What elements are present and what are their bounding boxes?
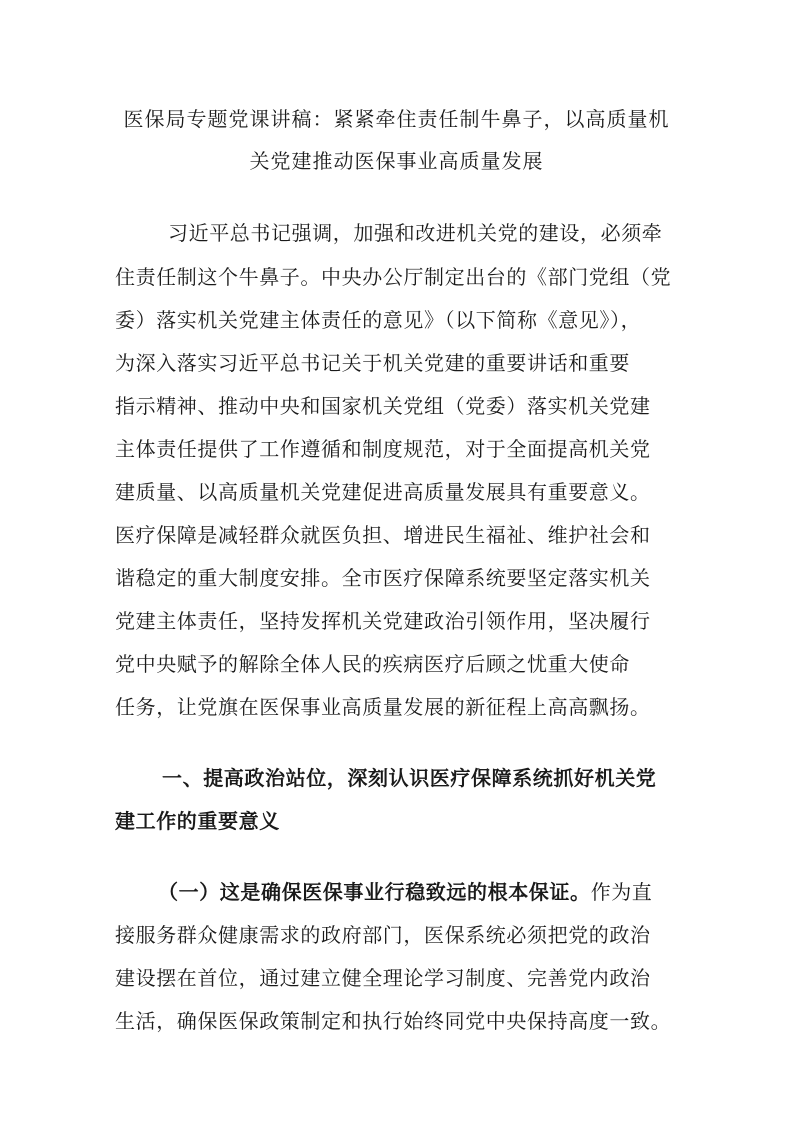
document-title-line-1: 医保局专题党课讲稿：紧紧牵住责任制牛鼻子，以高质量机 — [123, 107, 670, 131]
subsection-heading: （一）这是确保医保事业行稳致远的根本保证。 — [158, 880, 591, 904]
section-heading-line: 建工作的重要意义 — [115, 809, 280, 833]
intro-paragraph-line: 习近平总书记强调，加强和改进机关党的建设，必须牵 — [168, 221, 663, 245]
subsection-paragraph-line: 接服务群众健康需求的政府部门，医保系统必须把党的政治 — [115, 923, 651, 947]
intro-paragraph-line: 谐稳定的重大制度安排。全市医疗保障系统要坚定落实机关 — [115, 566, 651, 590]
intro-paragraph-line: 建质量、以高质量机关党建促进高质量发展具有重要意义。 — [115, 480, 651, 504]
document-title-line-2: 关党建推动医保事业高质量发展 — [249, 149, 544, 173]
subsection-lead-text: 作为直 — [590, 880, 653, 904]
intro-paragraph-line: 任务，让党旗在医保事业高质量发展的新征程上高高飘扬。 — [115, 695, 651, 719]
intro-paragraph-line: 主体责任提供了工作遵循和制度规范，对于全面提高机关党 — [115, 437, 651, 461]
intro-paragraph-line: 党建主体责任，坚持发挥机关党建政治引领作用，坚决履行 — [115, 609, 651, 633]
intro-paragraph-line: 为深入落实习近平总书记关于机关党建的重要讲话和重要 — [115, 351, 630, 375]
subsection-paragraph-line: 建设摆在首位，通过建立健全理论学习制度、完善党内政治 — [115, 966, 651, 990]
intro-paragraph-line: 党中央赋予的解除全体人民的疾病医疗后顾之忧重大使命 — [115, 652, 630, 676]
section-heading-line: 一、提高政治站位，深刻认识医疗保障系统抓好机关党 — [162, 766, 657, 790]
subsection-paragraph-line: 生活，确保医保政策制定和执行始终同党中央保持高度一致。 — [115, 1009, 672, 1033]
intro-paragraph-line: 指示精神、推动中央和国家机关党组（党委）落实机关党建 — [115, 394, 651, 418]
intro-paragraph-line: 委）落实机关党建主体责任的意见》（以下简称《意见》）， — [115, 308, 642, 332]
subsection-lead-line — [158, 876, 652, 905]
intro-paragraph-line: 住责任制这个牛鼻子。中央办公厅制定出台的《部门党组（党 — [115, 265, 672, 289]
intro-paragraph-line: 医疗保障是减轻群众就医负担、增进民生福祉、维护社会和 — [115, 523, 651, 547]
